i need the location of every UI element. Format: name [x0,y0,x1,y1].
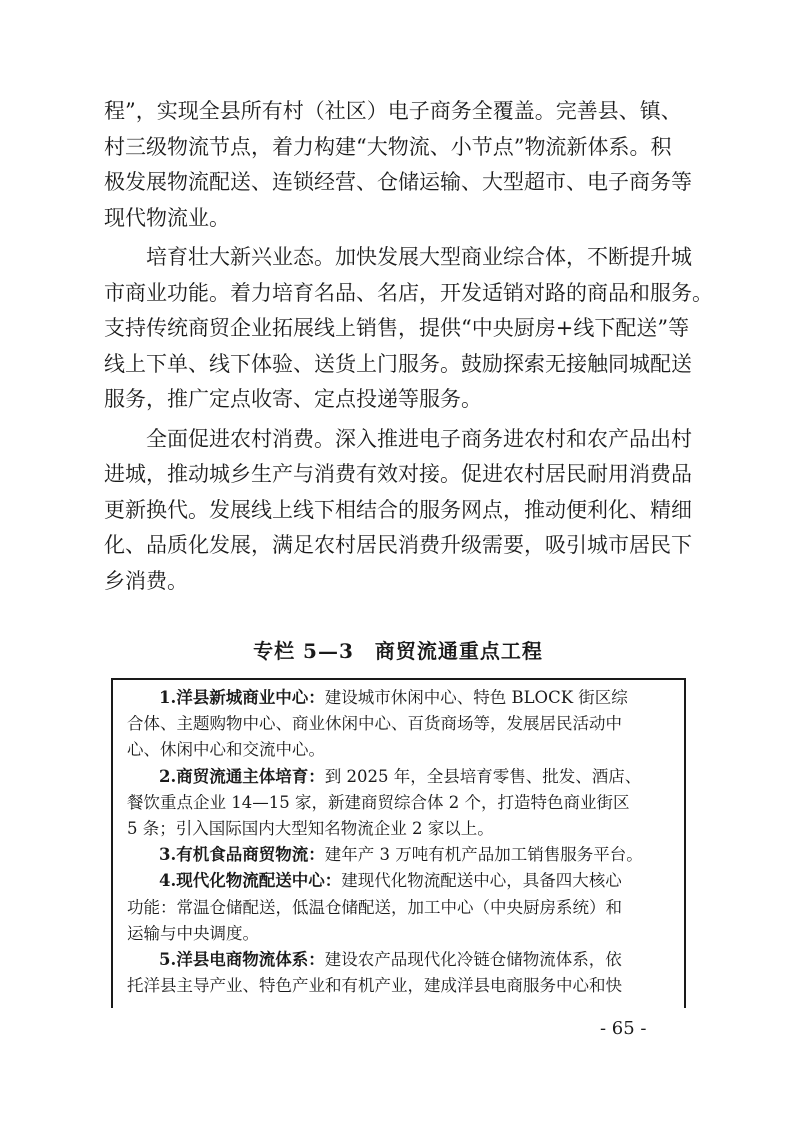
item-heading: 3.有机食品商贸物流： [159,845,325,865]
project-box [111,678,686,1008]
text-line: 培育壮大新兴业态。加快发展大型商业综合体，不断提升城 [146,245,692,269]
text-line: 全面促进农村消费。深入推进电子商务进农村和农产品出村 [146,426,692,451]
item-heading: 5.洋县电商物流体系： [159,950,325,970]
text-line [127,947,670,973]
text-line: 更新换代。发展线上线下相结合的服务网点，推动便利化、精细 [104,497,692,522]
item-text: 建设农产品现代化冷链仓储物流体系，依 [324,950,622,970]
item-text: 到 2025 年，全县培育零售、批发、酒店、 [324,766,642,786]
text-line [127,842,670,868]
paragraph-rural-consumption [104,422,692,600]
item-heading: 1.洋县新城商业中心： [159,688,325,707]
text-line [127,764,670,790]
page-number: - 65 - [600,1018,647,1039]
box-title: 专栏 5—3 商贸流通重点工程 [253,639,543,663]
text-line: 现代物流业。 [104,205,230,230]
text-line: 托洋县主导产业、特色产业和有机产业，建成洋县电商服务中心和快 [127,976,622,996]
body-text [104,94,713,603]
text-line: 线上下单、线下体验、送货上门服务。鼓励探索无接触同城配送 [104,351,692,376]
project-item [127,947,670,999]
paragraph-new-business [104,240,713,418]
text-line: 功能：常温仓储配送，低温仓储配送，加工中心（中央厨房系统）和 [127,897,622,917]
text-line: 乡消费。 [104,568,188,593]
text-line: 进城，推动城乡生产与消费有效对接。促进农村居民耐用消费品 [104,462,692,486]
text-line: 心、休闲中心和交流中心。 [127,740,325,760]
text-line: 服务，推广定点收寄、定点投递等服务。 [104,387,482,411]
project-item [127,868,670,947]
text-line: 运输与中央调度。 [127,923,259,943]
project-item [127,685,670,764]
paragraph-logistics [104,94,692,236]
project-item [127,842,670,868]
item-heading: 2.商贸流通主体培育： [159,766,325,786]
item-heading: 4.现代化物流配送中心： [159,871,342,891]
text-line: 5 条；引入国际国内大型知名物流企业 2 家以上。 [127,819,494,839]
project-item [127,764,670,843]
text-line [127,685,670,711]
item-text: 建设城市休闲中心、特色 BLOCK 街区综 [324,688,628,707]
text-line: 程”，实现全县所有村（社区）电子商务全覆盖。完善县、镇、 [104,99,682,123]
text-line: 市商业功能。着力培育名品、名店，开发适销对路的商品和服务。 [104,280,713,305]
text-line: 极发展物流配送、连锁经营、仓储运输、大型超市、电子商务等 [104,170,692,194]
text-line [127,868,670,894]
text-line: 化、品质化发展，满足农村居民消费升级需要，吸引城市居民下 [104,533,692,557]
text-line: 村三级物流节点，着力构建“大物流、小节点”物流新体系。积 [104,134,672,159]
text-line: 合体、主题购物中心、商业休闲中心、百货商场等，发展居民活动中 [127,714,622,734]
item-text: 建年产 3 万吨有机产品加工销售服务平台。 [324,845,643,865]
text-line: 餐饮重点企业 14—15 家，新建商贸综合体 2 个，打造特色商业街区 [127,792,630,812]
item-text: 建现代化物流配送中心，具备四大核心 [341,871,622,891]
text-line: 支持传统商贸企业拓展线上销售，提供“中央厨房+线下配送”等 [104,316,690,340]
